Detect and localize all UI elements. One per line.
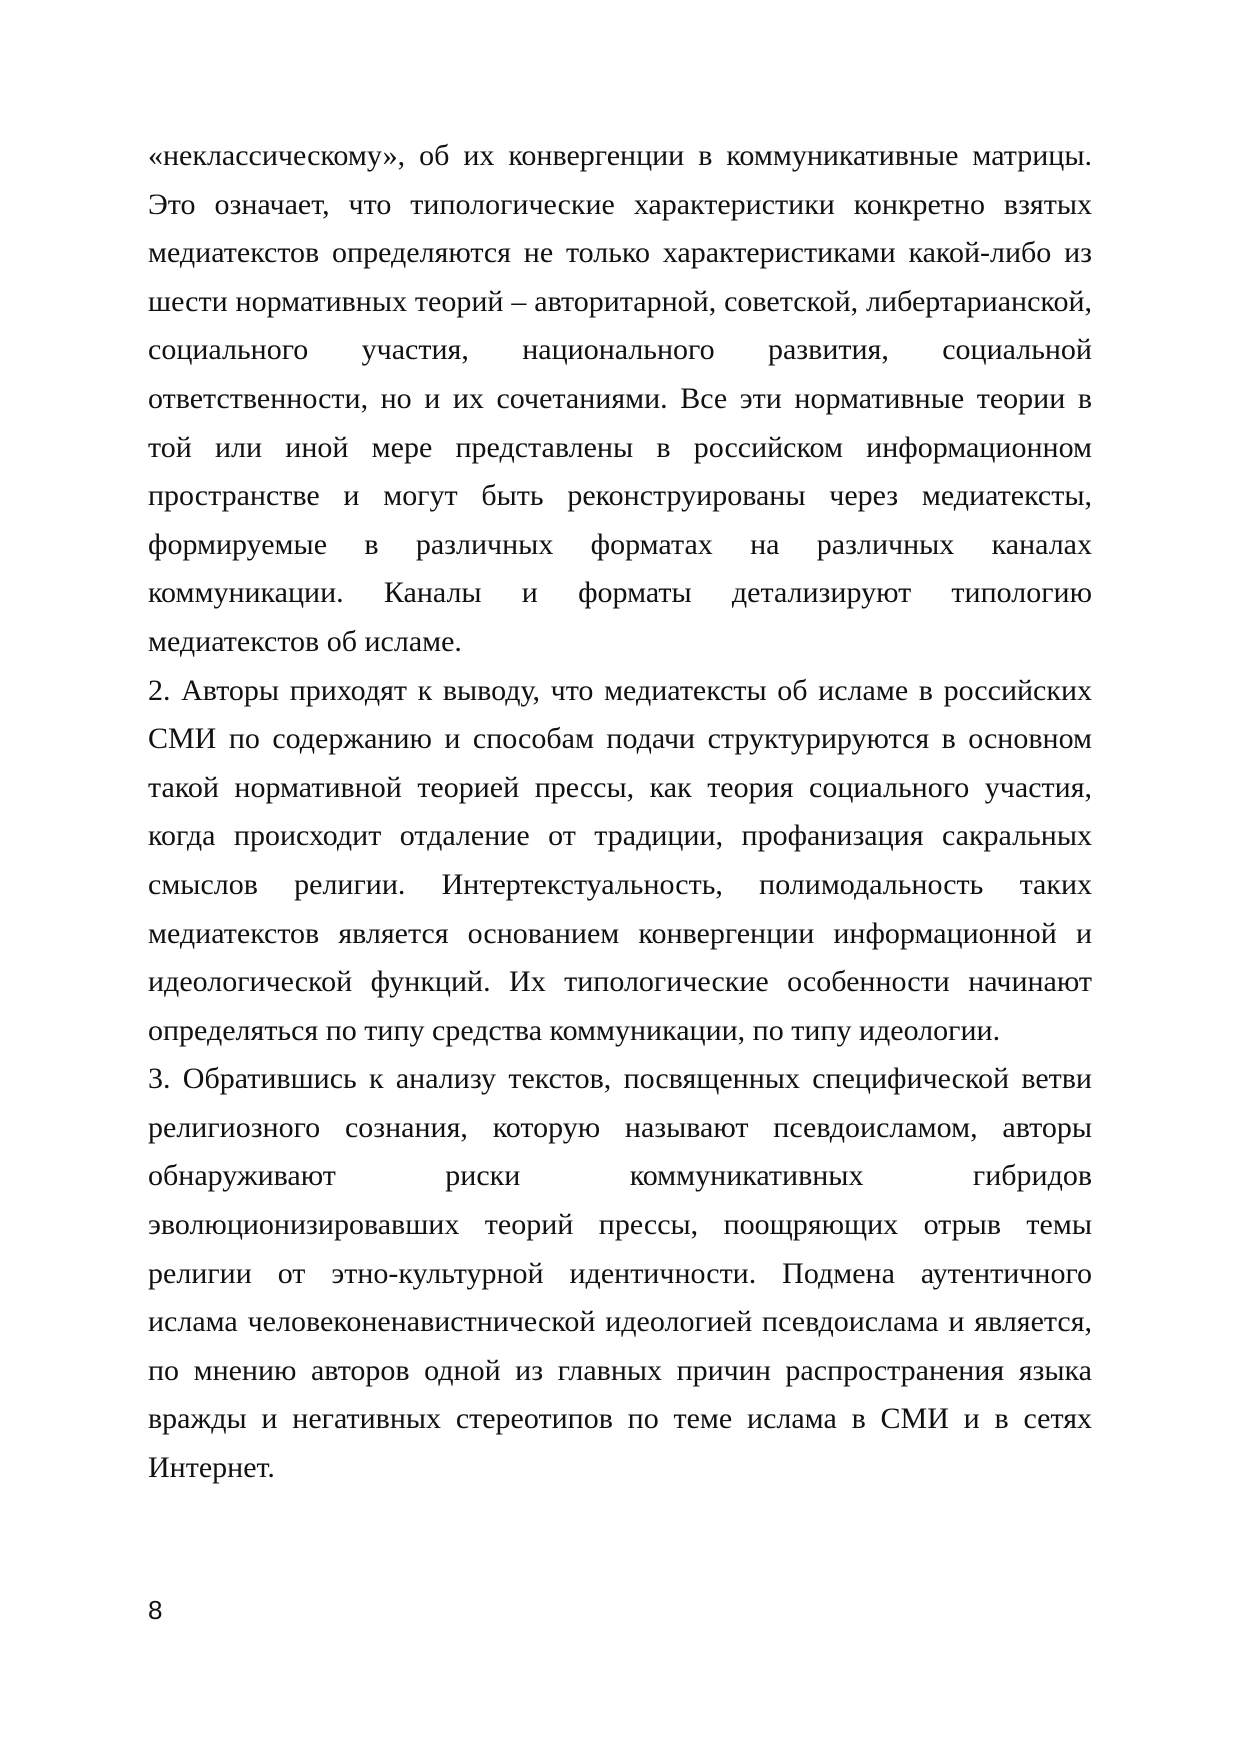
page-number: 8: [148, 1595, 163, 1625]
page-body: [148, 132, 1092, 1493]
paragraph-continuation: «неклассическому», об их конвергенции в коммуникативные матрицы. Это означает, что типологические характеристики конкретно взятых медиатекстов определяются не только характеристиками какой-либо из шести нормативных теорий – авторитарной, советской, либертарианской, социального участия, национального развития, социальной ответственности, но и их сочетаниями. Все эти нормативные теории в той или иной мере представлены в российском информационном пространстве и могут быть реконструированы через медиатексты, формируемые в различных форматах на различных каналах коммуникации. Каналы и форматы детализируют типологию медиатекстов об исламе.: [148, 139, 1092, 658]
paragraph-point-2: 2. Авторы приходят к выводу, что медиатексты об исламе в российских СМИ по содержанию и способам подачи структурируются в основном такой нормативной теорией прессы, как теория социального участия, когда происходит отдаление от традиции, профанизация сакральных смыслов религии. Интертекстуальность, полимодальность таких медиатекстов является основанием конвергенции информационной и идеологической функций. Их типологические особенности начинают определяться по типу средства коммуникации, по типу идеологии.: [148, 673, 1092, 1047]
paragraph-point-3: 3. Обратившись к анализу текстов, посвященных специфической ветви религиозного сознания, которую называют псевдоисламом, авторы обнаруживают риски коммуникативных гибридов эволюционизировавших теорий прессы, поощряющих отрыв темы религии от этно-культурной идентичности. Подмена аутентичного ислама человеконенавистнической идеологией псевдоислама и является, по мнению авторов одной из главных причин распространения языка вражды и негативных стереотипов по теме ислама в СМИ и в сетях Интернет.: [148, 1062, 1092, 1485]
